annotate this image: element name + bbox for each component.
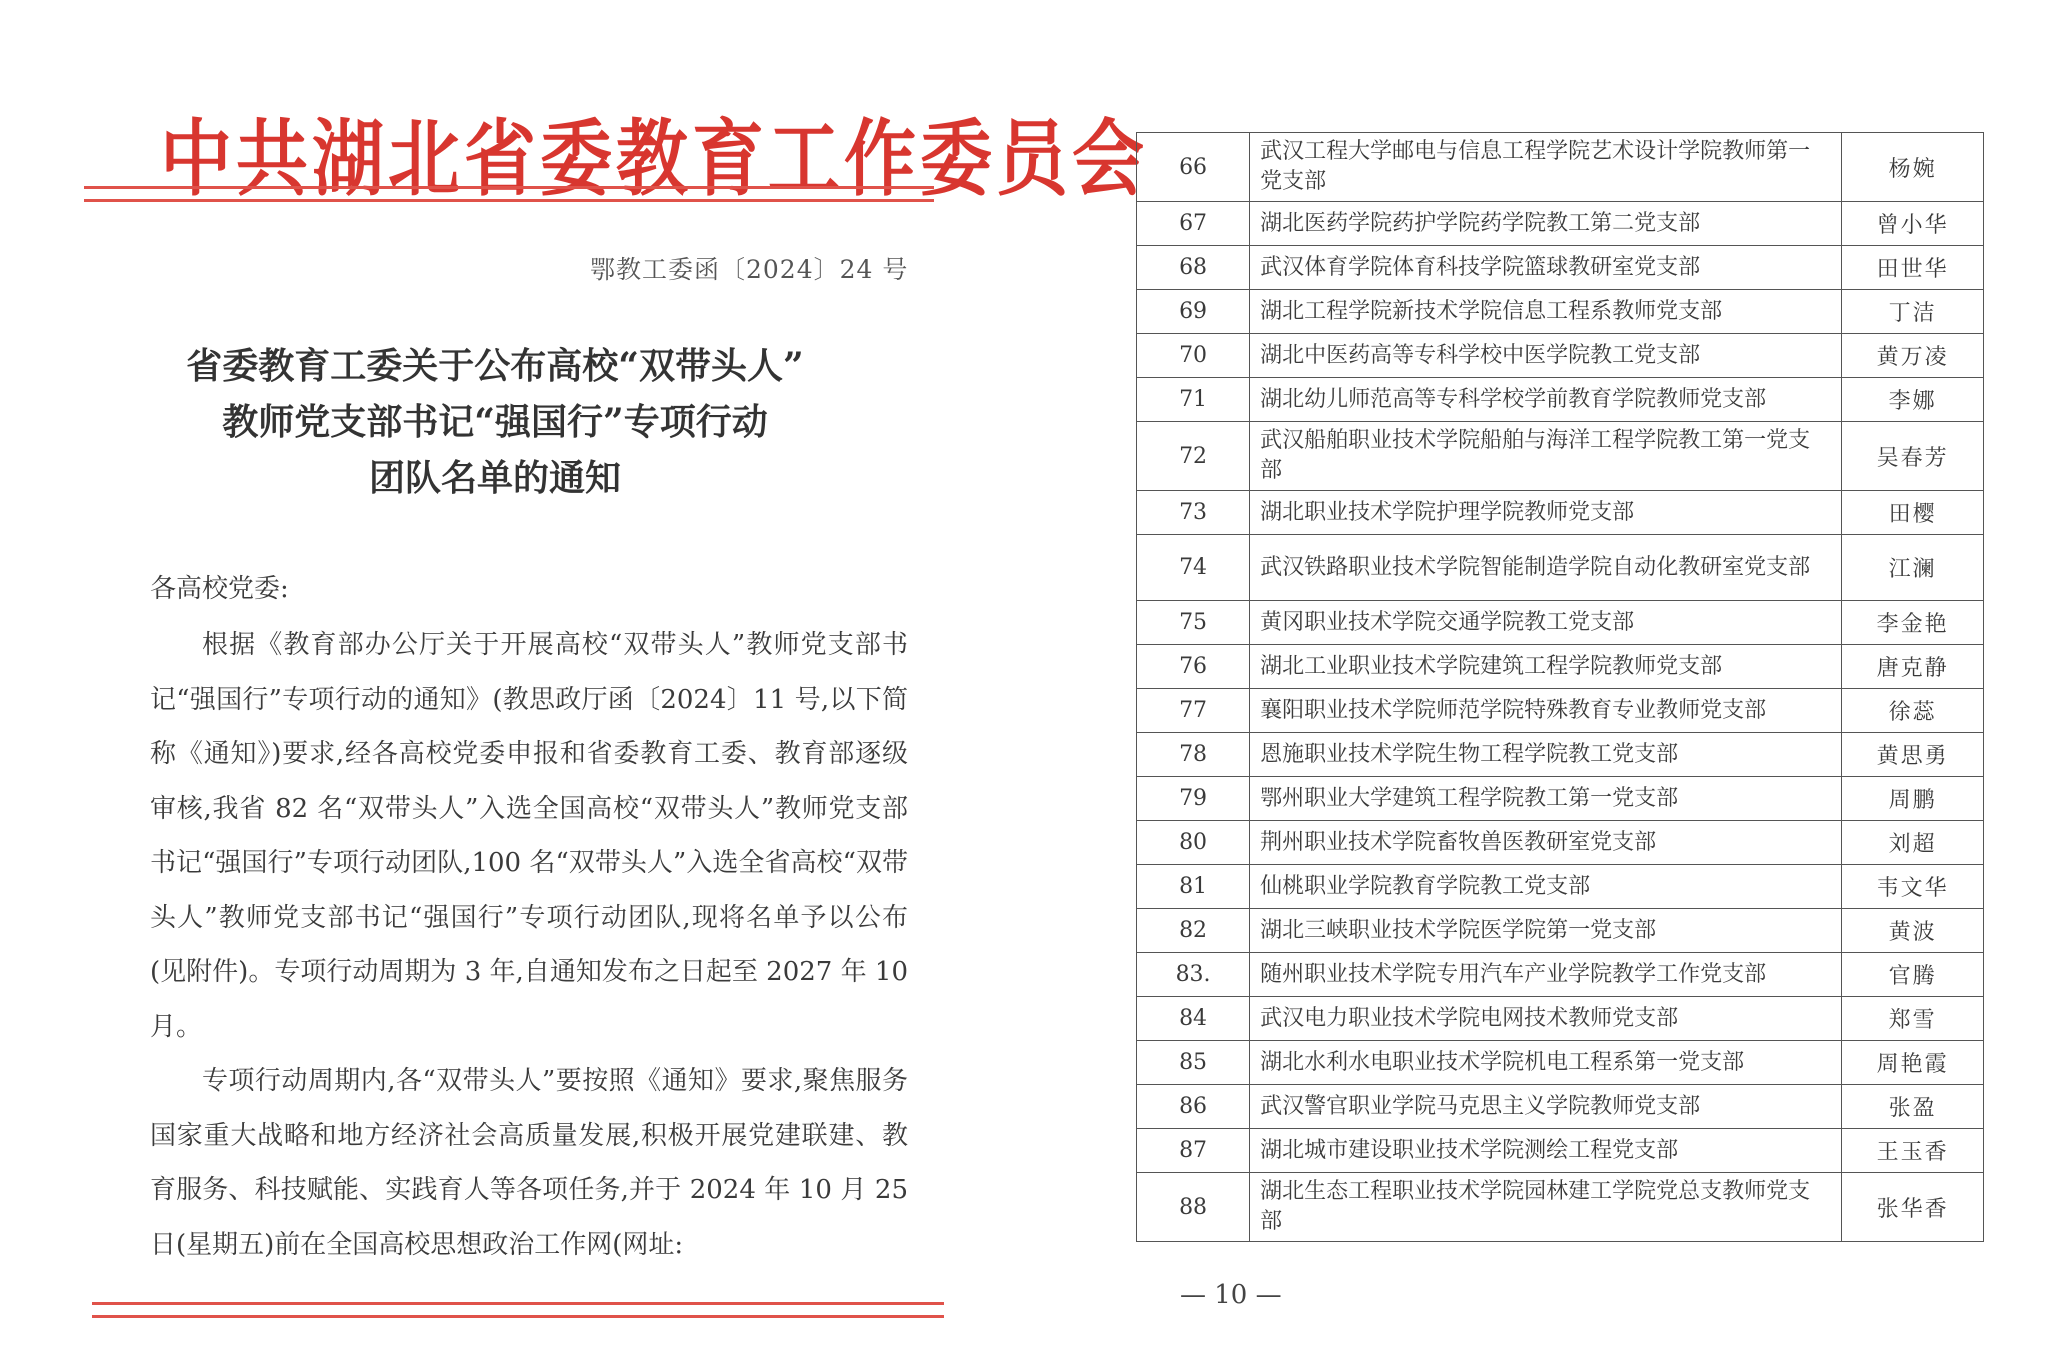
branch-secretary-name: 徐蕊 [1842,689,1984,733]
row-number: 78 [1137,733,1250,777]
branch-secretary-name: 黄思勇 [1842,733,1984,777]
table-row [1137,1173,1984,1242]
party-branch-name: 湖北工程学院新技术学院信息工程系教师党支部 [1250,290,1842,334]
party-branch-name: 武汉铁路职业技术学院智能制造学院自动化教研室党支部 [1250,535,1842,601]
party-branch-name: 黄冈职业技术学院交通学院教工党支部 [1250,601,1842,645]
salutation: 各高校党委: [150,574,289,604]
party-branch-name: 仙桃职业学院教育学院教工党支部 [1250,865,1842,909]
row-number: 74 [1137,535,1250,601]
document-title [150,338,840,506]
table-row [1137,1041,1984,1085]
branch-secretary-name: 张盈 [1842,1085,1984,1129]
row-number: 80 [1137,821,1250,865]
row-number: 82 [1137,909,1250,953]
row-number: 84 [1137,997,1250,1041]
title-line: 团队名单的通知 [368,457,621,499]
roster-table-body [1137,133,1984,1242]
branch-secretary-name: 唐克静 [1842,645,1984,689]
row-number: 71 [1137,378,1250,422]
table-row [1137,953,1984,997]
table-row [1137,422,1984,491]
table-row [1137,133,1984,202]
party-branch-name: 武汉船舶职业技术学院船舶与海洋工程学院教工第一党支部 [1250,422,1842,491]
title-line: 省委教育工委关于公布高校“双带头人” [186,345,804,387]
row-number: 66 [1137,133,1250,202]
branch-secretary-name: 王玉香 [1842,1129,1984,1173]
party-branch-name: 湖北中医药高等专科学校中医学院教工党支部 [1250,334,1842,378]
table-row [1137,334,1984,378]
row-number: 83. [1137,953,1250,997]
table-row [1137,689,1984,733]
table-row [1137,645,1984,689]
table-row [1137,202,1984,246]
row-number: 87 [1137,1129,1250,1173]
table-row [1137,491,1984,535]
table-row [1137,997,1984,1041]
branch-secretary-name: 田樱 [1842,491,1984,535]
table-row [1137,865,1984,909]
red-divider-top [84,186,934,202]
paragraph: 专项行动周期内,各“双带头人”要按照《通知》要求,聚焦服务国家重大战略和地方经济社会高质量发展,积极开展党建联建、教育服务、科技赋能、实践育人等各项任务,并于 2024 年 10 月 25 日(星期五)前在全国高校思想政治工作网(网址: [150,1066,908,1260]
row-number: 81 [1137,865,1250,909]
document-number: 鄂教工委函〔2024〕24 号 [590,255,909,284]
branch-secretary-name: 黄波 [1842,909,1984,953]
party-branch-name: 湖北幼儿师范高等专科学校学前教育学院教师党支部 [1250,378,1842,422]
row-number: 85 [1137,1041,1250,1085]
masthead: 中共湖北省委教育工作委员会 [160,109,1149,207]
branch-secretary-name: 江澜 [1842,535,1984,601]
red-divider-bottom [92,1302,944,1318]
branch-secretary-name: 韦文华 [1842,865,1984,909]
table-row [1137,777,1984,821]
row-number: 88 [1137,1173,1250,1242]
branch-secretary-name: 刘超 [1842,821,1984,865]
table-row [1137,246,1984,290]
branch-secretary-name: 吴春芳 [1842,422,1984,491]
party-branch-name: 湖北职业技术学院护理学院教师党支部 [1250,491,1842,535]
row-number: 77 [1137,689,1250,733]
right-page [1000,0,2048,1365]
party-branch-name: 湖北工业职业技术学院建筑工程学院教师党支部 [1250,645,1842,689]
branch-secretary-name: 周艳霞 [1842,1041,1984,1085]
table-row [1137,535,1984,601]
party-branch-name: 武汉体育学院体育科技学院篮球教研室党支部 [1250,246,1842,290]
row-number: 68 [1137,246,1250,290]
table-row [1137,733,1984,777]
table-row [1137,1129,1984,1173]
branch-secretary-name: 李金艳 [1842,601,1984,645]
title-line: 教师党支部书记“强国行”专项行动 [222,401,768,443]
row-number: 67 [1137,202,1250,246]
party-branch-name: 湖北水利水电职业技术学院机电工程系第一党支部 [1250,1041,1842,1085]
paragraph: 根据《教育部办公厅关于开展高校“双带头人”教师党支部书记“强国行”专项行动的通知》(教思政厅函〔2024〕11 号,以下简称《通知》)要求,经各高校党委申报和省委教育工委、教育部逐级审核,我省 82 名“双带头人”入选全国高校“双带头人”教师党支部书记“强国行”专项行动团队,100 名“双带头人”入选全省高校“双带头人”教师党支部书记“强国行”专项行动团队,现将名单予以公布(见附件)。专项行动周期为 3 年,自通知发布之日起至 2027 年 10 月。 [150,630,908,1042]
branch-secretary-name: 郑雪 [1842,997,1984,1041]
branch-secretary-name: 田世华 [1842,246,1984,290]
party-branch-name: 武汉电力职业技术学院电网技术教师党支部 [1250,997,1842,1041]
row-number: 76 [1137,645,1250,689]
row-number: 75 [1137,601,1250,645]
party-branch-name: 襄阳职业技术学院师范学院特殊教育专业教师党支部 [1250,689,1842,733]
party-branch-name: 武汉警官职业学院马克思主义学院教师党支部 [1250,1085,1842,1129]
branch-secretary-name: 李娜 [1842,378,1984,422]
table-row [1137,821,1984,865]
row-number: 69 [1137,290,1250,334]
branch-secretary-name: 曾小华 [1842,202,1984,246]
party-branch-name: 湖北城市建设职业技术学院测绘工程党支部 [1250,1129,1842,1173]
party-branch-name: 武汉工程大学邮电与信息工程学院艺术设计学院教师第一党支部 [1250,133,1842,202]
row-number: 73 [1137,491,1250,535]
row-number: 72 [1137,422,1250,491]
table-row [1137,601,1984,645]
branch-secretary-name: 周鹏 [1842,777,1984,821]
party-branch-name: 湖北三峡职业技术学院医学院第一党支部 [1250,909,1842,953]
page-number [1180,1280,2040,1310]
party-branch-name: 荆州职业技术学院畜牧兽医教研室党支部 [1250,821,1842,865]
branch-secretary-name: 黄万凌 [1842,334,1984,378]
row-number: 70 [1137,334,1250,378]
table-row [1137,378,1984,422]
table-row [1137,909,1984,953]
branch-secretary-name: 杨婉 [1842,133,1984,202]
party-branch-name: 随州职业技术学院专用汽车产业学院教学工作党支部 [1250,953,1842,997]
branch-secretary-name: 张华香 [1842,1173,1984,1242]
party-branch-name: 鄂州职业大学建筑工程学院教工第一党支部 [1250,777,1842,821]
party-branch-name: 恩施职业技术学院生物工程学院教工党支部 [1250,733,1842,777]
party-branch-name: 湖北医药学院药护学院药学院教工第二党支部 [1250,202,1842,246]
table-row [1137,290,1984,334]
party-branch-name: 湖北生态工程职业技术学院园林建工学院党总支教师党支部 [1250,1173,1842,1242]
table-row [1137,1085,1984,1129]
row-number: 86 [1137,1085,1250,1129]
row-number: 79 [1137,777,1250,821]
roster-table [1136,132,1984,1242]
branch-secretary-name: 丁洁 [1842,290,1984,334]
page-number-label: — 10 — [1180,1280,1282,1310]
branch-secretary-name: 官腾 [1842,953,1984,997]
body-text [150,618,908,1272]
